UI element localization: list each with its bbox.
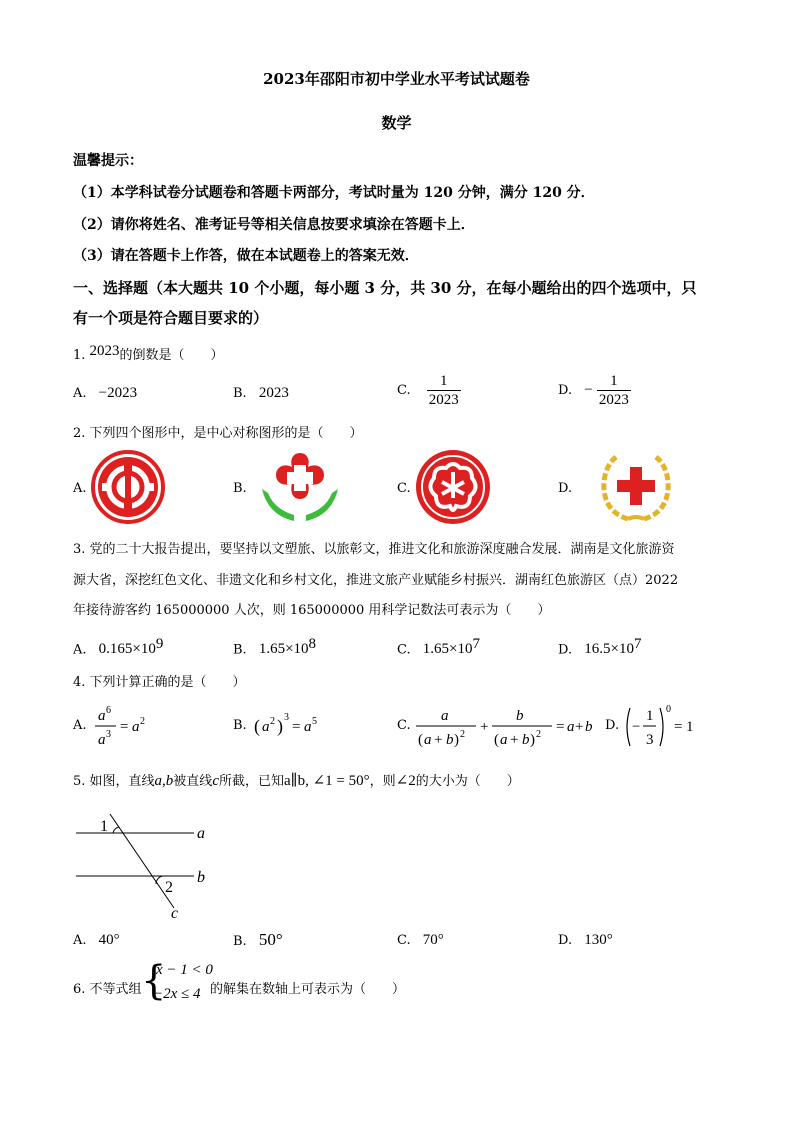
svg-text:): ) [454, 732, 459, 748]
svg-text:a: a [500, 732, 508, 748]
q2-option-c-label: C. [397, 481, 411, 496]
question-3-line2: 源大省，深挖红色文化、非遗文化和乡村文化，推进文旅产业赋能乡村振兴．湖南红色旅游区（点）2022 [73, 573, 679, 588]
womens-federation-logo [414, 448, 492, 526]
question-1 [73, 344, 224, 364]
svg-text:b: b [522, 732, 530, 748]
svg-text:=: = [120, 719, 129, 735]
svg-text:−: − [632, 719, 641, 735]
q2-option-d-label: D. [558, 481, 573, 496]
svg-text:=: = [674, 719, 683, 735]
q3-option-b: B. $1.65\times 10^8$ [233, 636, 317, 658]
svg-text:5: 5 [312, 716, 317, 727]
svg-text:(: ( [254, 716, 260, 736]
svg-text:a: a [424, 732, 432, 748]
svg-text:+: + [510, 732, 519, 748]
svg-text:a: a [441, 708, 449, 724]
q1-option-c: C. $\frac{1}{2023}$ [397, 373, 459, 408]
svg-text:0: 0 [666, 704, 671, 715]
angle-1-label: 1 [100, 818, 108, 835]
q4-option-a-formula [92, 702, 162, 750]
question-6-post: 的解集在数轴上可表示为（ ） [210, 982, 406, 997]
svg-text:): ) [277, 716, 283, 736]
svg-text:1: 1 [686, 719, 694, 735]
svg-text:a: a [304, 719, 312, 735]
svg-text:=: = [556, 719, 565, 735]
q5-option-b: B. 50° [233, 930, 283, 949]
tip-1: （1）本学科试卷分试题卷和答题卡两部分，考试时量为 120 分钟，满分 120 分． [73, 185, 595, 201]
svg-text:a: a [567, 719, 575, 735]
q6-brace: { [141, 958, 167, 1004]
q6-inequality-1: x − 1 < 0 [156, 962, 213, 978]
svg-text:6: 6 [106, 705, 111, 716]
subject-title: 数学 [381, 114, 412, 132]
line-c-label: c [171, 905, 179, 922]
svg-text:2: 2 [270, 716, 275, 727]
q4-option-d-label: D. [605, 718, 620, 733]
q1-stem: 的倒数是（ ） [119, 348, 224, 363]
q1-option-d: D. − $\frac{1}{2023}$ [558, 373, 629, 408]
section-heading-line2: 有一个项是符合题目要求的） [73, 309, 269, 327]
q3-option-c: C. $1.65\times 10^7$ [397, 636, 480, 658]
question-2: 2. 下列四个图形中，是中心对称图形的是（ ） [73, 426, 363, 441]
q1-value: 2023 [89, 343, 120, 359]
q3-option-d: D. $16.5\times 10^7$ [558, 636, 642, 658]
line-b-label: b [197, 869, 205, 886]
q5-option-a: A. 40° [73, 932, 120, 948]
svg-text:a: a [98, 708, 106, 724]
svg-text:(: ( [494, 732, 499, 748]
svg-text:+: + [480, 719, 489, 735]
svg-text:+: + [434, 732, 443, 748]
svg-text:3: 3 [646, 732, 654, 748]
q2-option-a-label: A. [73, 481, 87, 496]
q3-option-a: A. $0.165\times 10^9$ [73, 636, 164, 658]
question-6-pre: 6. 不等式组 [73, 982, 142, 997]
svg-text:3: 3 [106, 729, 111, 740]
question-4: 4. 下列计算正确的是（ ） [73, 675, 246, 690]
svg-text:2: 2 [140, 716, 145, 727]
svg-text:): ) [530, 732, 535, 748]
q1-option-b: B. 2023 [233, 385, 289, 401]
tip-2: （2）请你将姓名、准考证号等相关信息按要求填涂在答题卡上． [73, 217, 475, 233]
tip-3: （3）请在答题卡上作答，做在本试题卷上的答案无效． [73, 248, 419, 264]
section-heading-line1: 一、选择题（本大题共 10 个小题，每小题 3 分，共 30 分，在每小题给出的四个选项中，只 [73, 279, 697, 297]
q2-option-b-label: B. [233, 481, 247, 496]
q5-parallel-lines-figure [70, 806, 220, 922]
svg-text:b: b [446, 732, 454, 748]
q4-option-c-formula [414, 702, 594, 752]
svg-text:1: 1 [646, 708, 654, 724]
svg-text:b: b [585, 719, 593, 735]
q4-option-d-formula [622, 700, 698, 754]
svg-text:a: a [98, 732, 106, 748]
svg-text:a: a [262, 719, 270, 735]
svg-text:2: 2 [536, 729, 541, 740]
svg-text:+: + [575, 719, 584, 735]
q4-option-b-label: B. [233, 718, 247, 733]
page-title: 2023年邵阳市初中学业水平考试试题卷 [263, 70, 530, 88]
svg-text:b: b [516, 708, 524, 724]
q4-option-c-label: C. [397, 718, 411, 733]
svg-text:(: ( [418, 732, 423, 748]
china-federation-trade-unions-logo [90, 449, 166, 525]
svg-text:3: 3 [284, 712, 289, 723]
q1-number: 1. [73, 348, 86, 363]
hospital-cross-logo [258, 449, 342, 525]
q1-option-a: A. −2023 [73, 385, 138, 401]
q5-option-c: C. 70° [397, 932, 444, 948]
svg-text:=: = [292, 719, 301, 735]
svg-text:2: 2 [460, 729, 465, 740]
svg-text:a: a [132, 719, 140, 735]
tips-heading: 温馨提示： [73, 153, 143, 169]
line-a-label: a [197, 825, 205, 842]
angle-2-label: 2 [165, 879, 173, 896]
question-5: 5. 如图，直线a,b被直线c所截，已知a∥b, ∠1 = 50°，则∠2的大小为（ ） [73, 773, 520, 789]
q6-inequality-2: −2x ≤ 4 [153, 986, 201, 1002]
q4-option-b-formula [252, 708, 332, 742]
q5-option-d: D. 130° [558, 932, 613, 948]
question-3-line1: 3. 党的二十大报告提出，要坚持以文塑旅、以旅彰文，推进文化和旅游深度融合发展．湖南是文化旅游资 [73, 542, 675, 557]
q4-option-a-label: A. [73, 718, 87, 733]
red-cross-wreath-logo [598, 449, 674, 525]
question-3-line3: 年接待游客约 165000000 人次，则 165000000 用科学记数法可表示为（ ） [73, 603, 551, 618]
